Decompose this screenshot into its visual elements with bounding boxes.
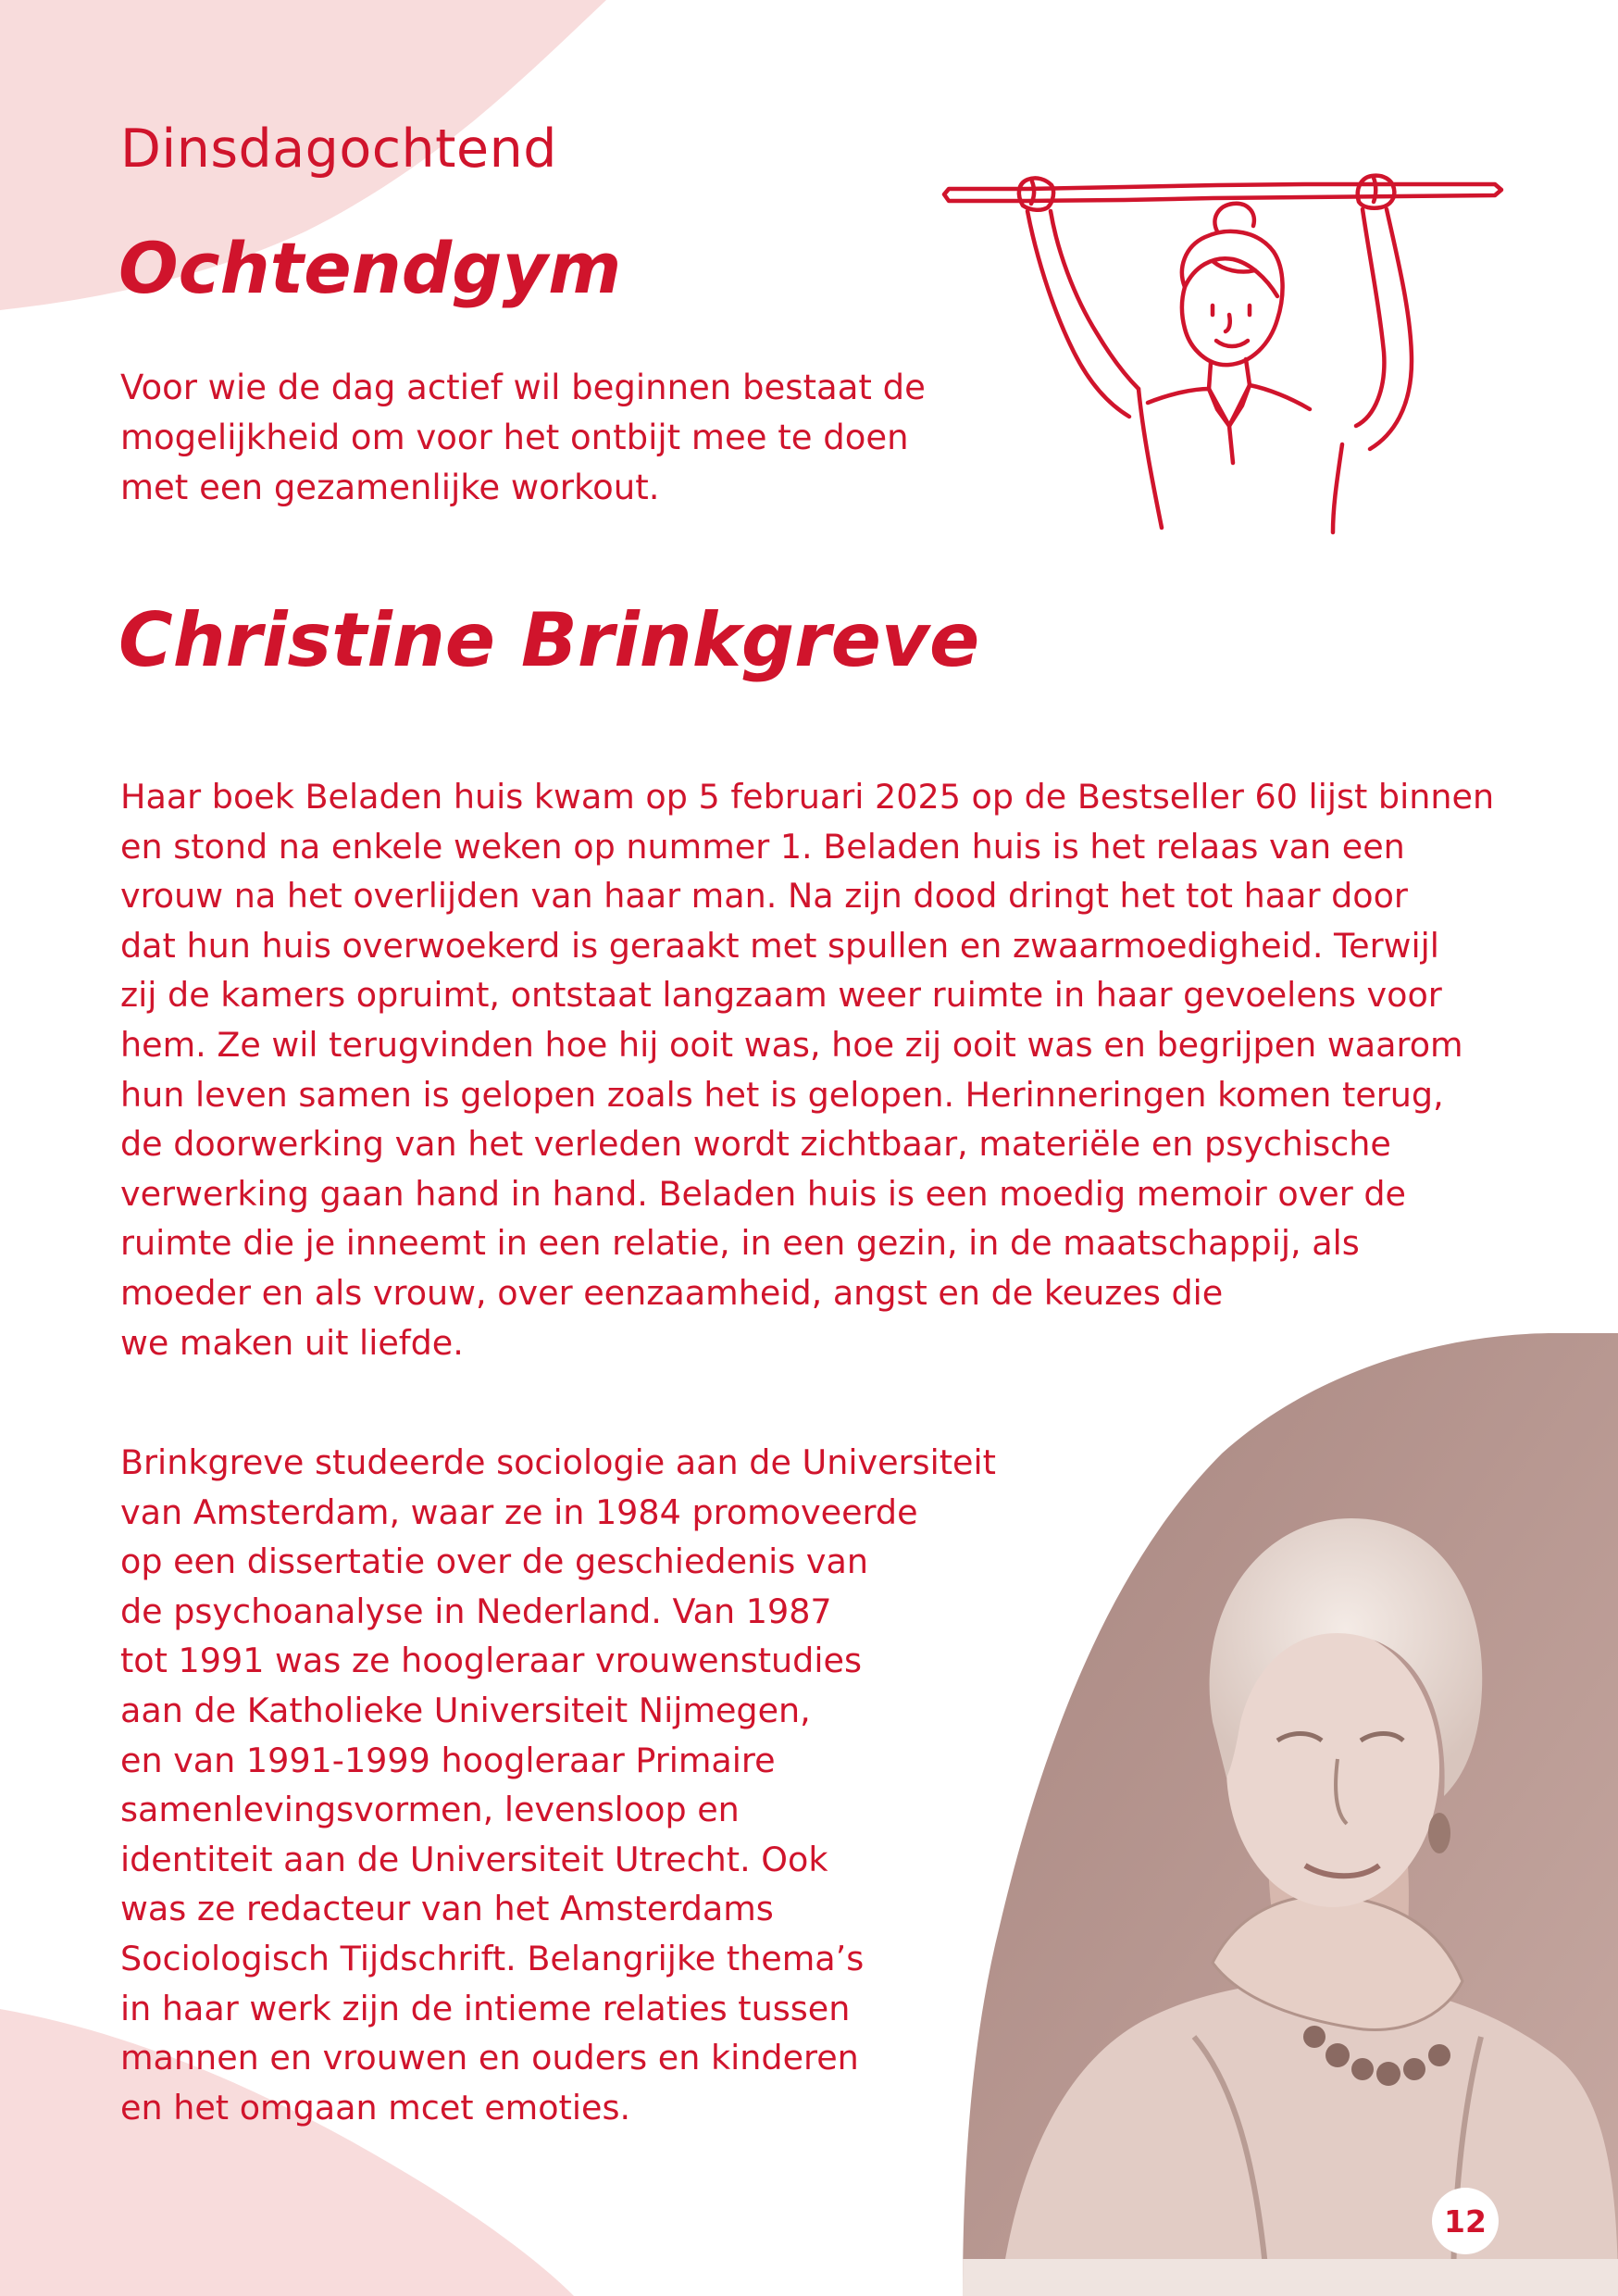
workout-woman-illustration: [935, 167, 1527, 537]
intro-line: Voor wie de dag actief wil beginnen bestaat de: [120, 368, 926, 407]
page-subtitle: Dinsdagochtend: [120, 119, 557, 180]
text-line: de doorwerking van het verleden wordt zichtbaar, materiële en psychische: [120, 1124, 1391, 1165]
text-line: tot 1991 was ze hoogleraar vrouwenstudies: [120, 1641, 862, 1681]
text-line: we maken uit liefde.: [120, 1322, 464, 1363]
text-line: samenlevingsvormen, levensloop en: [120, 1790, 740, 1830]
text-line: identiteit aan de Universiteit Utrecht. Ook: [120, 1839, 828, 1879]
text-line: verwerking gaan hand in hand. Beladen huis is een moedig memoir over de: [120, 1173, 1406, 1214]
intro-line: met een gezamenlijke workout.: [120, 468, 660, 507]
text-line: en het omgaan mcet emoties.: [120, 2087, 631, 2128]
text-line: Sociologisch Tijdschrift. Belangrijke thema’s: [120, 1938, 865, 1978]
text-line: vrouw na het overlijden van haar man. Na zijn dood dringt het tot haar door: [120, 876, 1408, 917]
text-line: op een dissertatie over de geschiedenis van: [120, 1541, 869, 1582]
text-line: zij de kamers opruimt, ontstaat langzaam weer ruimte in haar gevoelens voor: [120, 975, 1442, 1016]
text-line: de psychoanalyse in Nederland. Van 1987: [120, 1591, 832, 1631]
speaker-portrait-photo: [963, 1333, 1618, 2296]
text-line: van Amsterdam, waar ze in 1984 promoveerde: [120, 1491, 918, 1532]
text-line: aan de Katholieke Universiteit Nijmegen,: [120, 1690, 811, 1730]
text-line: hun leven samen is gelopen zoals het is gelopen. Herinneringen komen terug,: [120, 1074, 1444, 1115]
text-line: in haar werk zijn de intieme relaties tussen: [120, 1988, 851, 2028]
text-line: hem. Ze wil terugvinden hoe hij ooit was, hoe zij ooit was en begrijpen waarom: [120, 1024, 1463, 1065]
text-line: en van 1991-1999 hoogleraar Primaire: [120, 1740, 776, 1780]
text-line: en stond na enkele weken op nummer 1. Beladen huis is het relaas van een: [120, 826, 1405, 867]
intro-text: [120, 363, 935, 513]
text-line: ruimte die je inneemt in een relatie, in een gezin, in de maatschappij, als: [120, 1223, 1360, 1264]
text-line: dat hun huis overwoekerd is geraakt met spullen en zwaarmoedigheid. Terwijl: [120, 925, 1439, 966]
bio-paragraph-career: [120, 1438, 1027, 2132]
text-line: mannen en vrouwen en ouders en kinderen: [120, 2038, 859, 2078]
text-line: moeder en als vrouw, over eenzaamheid, angst en de keuzes die: [120, 1272, 1224, 1313]
bio-paragraph-book: [120, 772, 1509, 1367]
text-line: Brinkgreve studeerde sociologie aan de Universiteit: [120, 1442, 996, 1482]
speaker-name: Christine Brinkgreve: [118, 597, 980, 683]
intro-line: mogelijkheid om voor het ontbijt mee te doen: [120, 418, 909, 457]
page-title: Ochtendgym: [118, 227, 622, 309]
text-line: was ze redacteur van het Amsterdams: [120, 1889, 774, 1929]
page-number-badge: 12: [1432, 2188, 1499, 2254]
text-line: Haar boek Beladen huis kwam op 5 februari 2025 op de Bestseller 60 lijst binnen: [120, 777, 1495, 817]
